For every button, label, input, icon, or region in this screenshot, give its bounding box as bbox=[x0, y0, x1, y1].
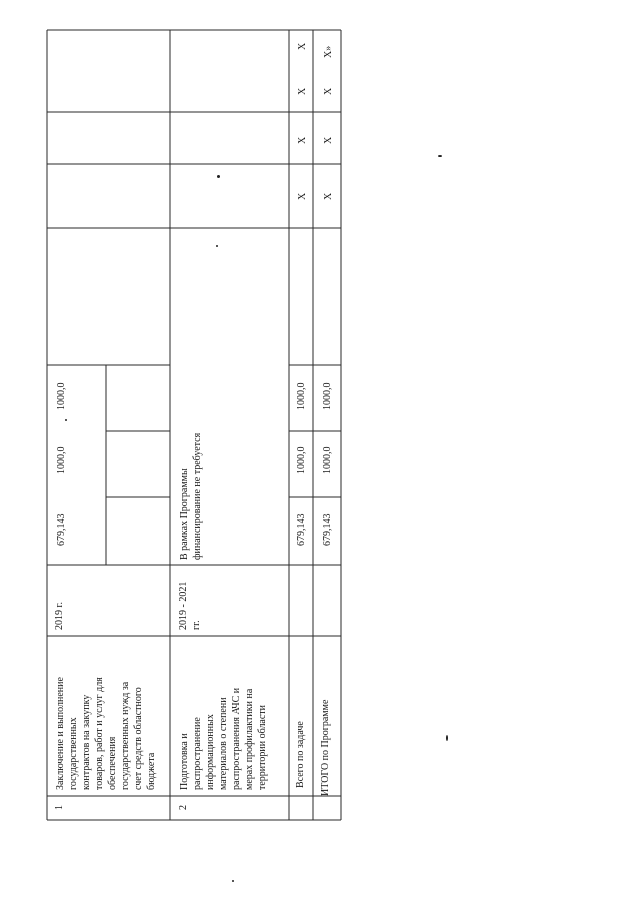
event-description bbox=[54, 677, 158, 790]
value-cell: 679,143 bbox=[322, 513, 333, 546]
event-line: материалов о степени bbox=[218, 697, 229, 790]
x-mark: X bbox=[323, 136, 334, 144]
event-line: мерах профилактики на bbox=[244, 688, 255, 790]
scan-speck bbox=[446, 735, 448, 741]
event-line: Подготовка и bbox=[179, 733, 190, 790]
scan-speck bbox=[217, 175, 220, 178]
value-cell: 1000,0 bbox=[322, 382, 333, 410]
event-line: информационных bbox=[205, 714, 216, 790]
value-cell: 679,143 bbox=[296, 513, 307, 546]
total-program-label: ИТОГО по Программе bbox=[320, 699, 331, 796]
period: 2019 г. bbox=[54, 602, 65, 630]
event-description bbox=[178, 688, 269, 790]
x-mark: X bbox=[297, 136, 308, 144]
event-line: товаров, работ и услуг для bbox=[94, 677, 105, 790]
x-mark: X bbox=[297, 42, 308, 50]
scan-speck bbox=[65, 419, 67, 421]
scan-speck bbox=[216, 245, 218, 247]
financing-note: В рамках Программы финансирование не требуется bbox=[179, 432, 203, 560]
value-cell: 1000,0 bbox=[56, 446, 67, 474]
x-mark: X bbox=[323, 192, 334, 200]
event-line: распространения АЧС и bbox=[231, 687, 242, 790]
event-line: контрактов на закупку bbox=[81, 694, 92, 790]
event-line: государственных нужд за bbox=[120, 681, 131, 790]
event-line: бюджета bbox=[146, 752, 157, 790]
event-line: территории области bbox=[257, 704, 268, 790]
value-cell: 1000,0 bbox=[296, 446, 307, 474]
event-line: счет средств областного bbox=[133, 687, 144, 790]
event-line: обеспечения bbox=[107, 736, 118, 790]
value-cell: 1000,0 bbox=[322, 446, 333, 474]
scan-speck bbox=[232, 880, 234, 882]
event-line: распространение bbox=[192, 717, 203, 790]
x-mark: X bbox=[297, 192, 308, 200]
period: 2019 - 2021 гг. bbox=[178, 581, 202, 630]
total-task-label: Всего по задаче bbox=[295, 721, 306, 788]
x-mark: X bbox=[323, 87, 334, 95]
x-mark: X» bbox=[323, 45, 334, 58]
row-number: 1 bbox=[54, 805, 65, 810]
event-line: Заключение и выполнение bbox=[55, 677, 66, 790]
value-cell: 1000,0 bbox=[56, 382, 67, 410]
value-cell: 1000,0 bbox=[296, 382, 307, 410]
row-number: 2 bbox=[178, 805, 189, 810]
event-line: государственных bbox=[68, 717, 79, 790]
scan-speck bbox=[438, 155, 442, 157]
x-mark: X bbox=[297, 87, 308, 95]
value-cell: 679,143 bbox=[56, 513, 67, 546]
